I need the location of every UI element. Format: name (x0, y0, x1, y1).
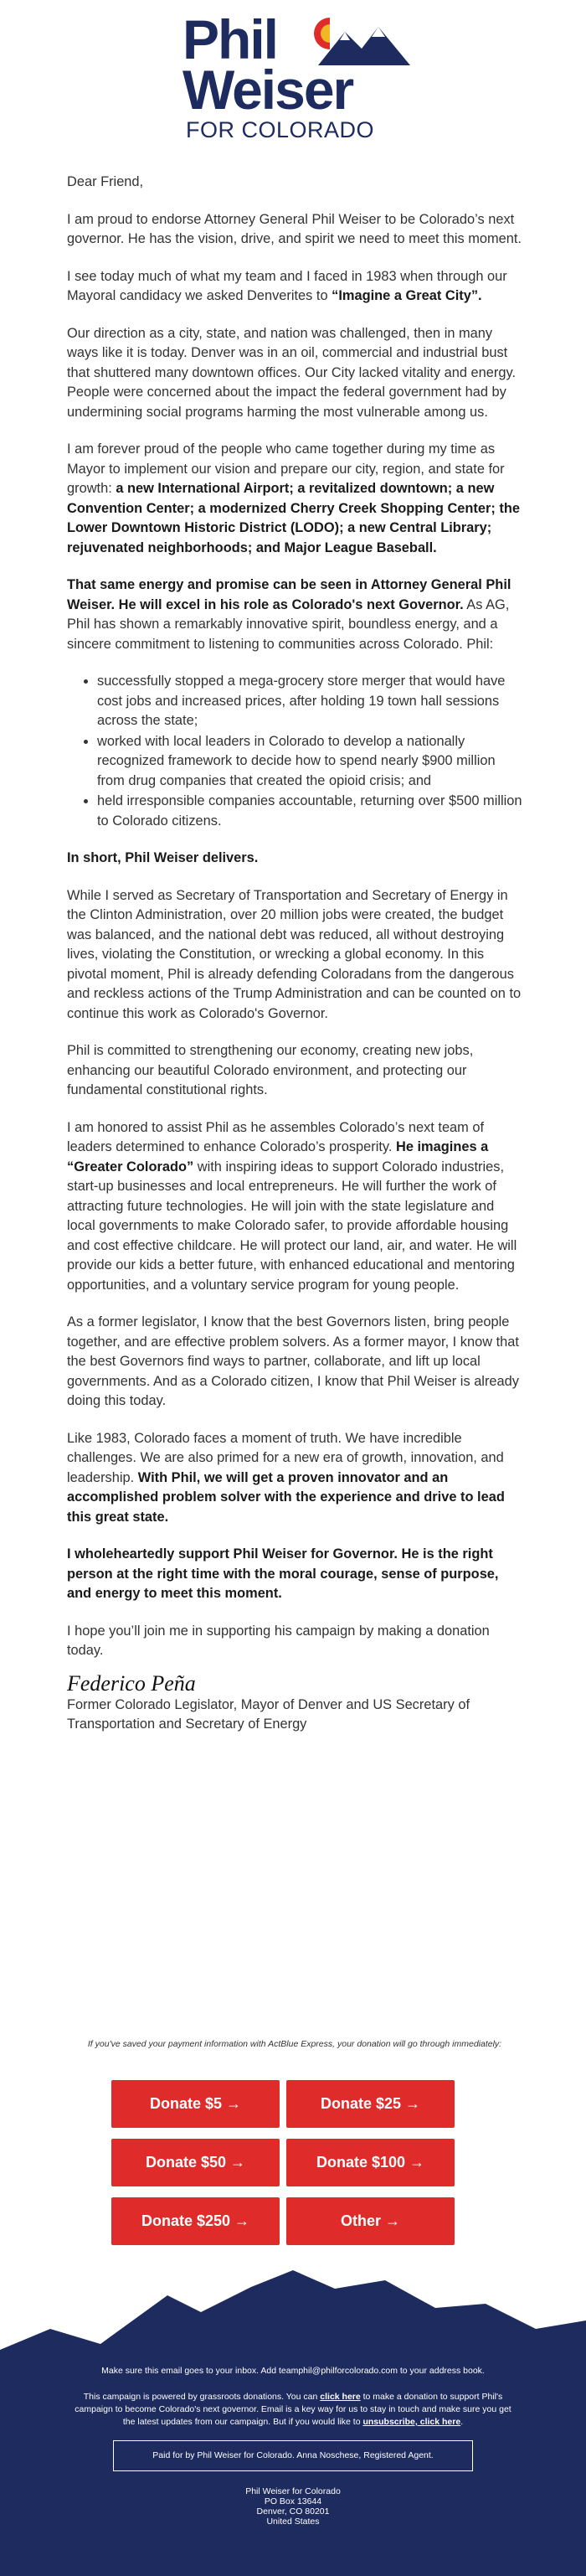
p12-bold: I wholeheartedly support Phil Weiser for Governor. He is the right person at the right time with the moral courage, sense of purpose, and energy to meet this moment. (67, 1546, 499, 1601)
p9-text1: I am honored to assist Phil as he assembles Colorado’s next team of leaders determined to enhance Colorado’s prosperity. (67, 1119, 485, 1154)
p5-text: As AG, Phil has shown a remarkably innovative spirit, boundless energy, and a sincere commitment to listening to communities across Colorado. Phil: (67, 596, 510, 652)
donate-100-button[interactable]: Donate $100 → (286, 2139, 455, 2186)
inbox-note: Make sure this email goes to your inbox. Add teamphil@philforcolorado.com to your address book. (101, 2366, 485, 2376)
p11-text: Like 1983, Colorado faces a moment of truth. We have incredible challenges. We are also primed for a new era of growth, innovation, and leadership. (67, 1430, 504, 1485)
p6-bold: In short, Phil Weiser delivers. (67, 850, 259, 865)
paragraph-clinton: While I served as Secretary of Transportation and Secretary of Energy in the Clinton Administration, over 20 million jobs were created, the budget was balanced, and the national debt was reduced, all without destroying lives, violating the Constitution, or wrecking a global economy. In this pivotal moment, Phil is already defending Coloradans from the dangerous and reckless actions of the Trump Administration and can be counted on to continue this work as Colorado's Governor. (67, 887, 522, 1021)
paragraph-join: I hope you’ll join me in supporting his campaign by making a donation today. (67, 1623, 490, 1658)
footer (0, 2362, 586, 2576)
paragraph-legislator: As a former legislator, I know that the best Governors listen, bring people together, and are effective problem solvers. As a former mayor, I know that the best Governors find ways to partner, collaborate, and lift up local governments. And as a Colorado citizen, I know that Phil Weiser is already doing this today. (67, 1314, 519, 1408)
mountain-silhouette-icon (0, 2270, 586, 2371)
grassroots-text-3: . (460, 2417, 464, 2427)
address-line: Phil Weiser for Colorado (245, 2486, 341, 2496)
list-item: • worked with local leaders in Colorado to develop a nationally recognized framework to decide how to spend nearly $900 million from drug companies that created the opioid crisis; and (97, 732, 522, 792)
p11-bold: With Phil, we will get a proven innovator and an accomplished problem solver with the experience and drive to lead this great state. (67, 1469, 505, 1525)
address-line: PO Box 13644 (264, 2496, 322, 2506)
donate-link[interactable]: click here (320, 2392, 361, 2402)
accomplishments-list (97, 672, 522, 831)
grassroots-note (71, 2391, 515, 2429)
paragraph-greater-colorado (67, 1118, 522, 1296)
donate-other-button[interactable]: Other → (286, 2197, 455, 2245)
grassroots-text-2: to make a donation to support Phil's campaign to become Colorado's next governor. Email is a key way for us to stay in touch and make sure you get the latest updates from our campaign. But if you would like to (75, 2392, 511, 2427)
donate-5-button[interactable]: Donate $5 → (111, 2080, 280, 2128)
paragraph-endorse: I am proud to endorse Attorney General Phil Weiser to be Colorado’s next governor. He has the vision, drive, and spirit we need to meet this moment. (67, 211, 522, 246)
actblue-fineprint: If you've saved your payment information with ActBlue Express, your donation will go through immediately: (87, 2039, 502, 2049)
paid-for-disclaimer: Paid for by Phil Weiser for Colorado. Anna Noschese, Registered Agent. (113, 2440, 473, 2471)
paragraph-committed: Phil is committed to strengthening our economy, creating new jobs, enhancing our beautiful Colorado environment, and protecting our fundamental constitutional rights. (67, 1043, 474, 1097)
logo-for-colorado: FOR COLORADO (186, 117, 375, 142)
signature-title: Former Colorado Legislator, Mayor of Denver and US Secretary of Transportation and Secretary of Energy (67, 1696, 470, 1732)
donate-50-button[interactable]: Donate $50 → (111, 2139, 280, 2186)
paragraph-proud (67, 440, 522, 558)
paragraph-moment-of-truth (67, 1429, 522, 1528)
mailing-address (0, 2486, 586, 2527)
paragraph-1983 (67, 267, 522, 307)
donate-250-button[interactable]: Donate $250 → (111, 2197, 280, 2245)
grassroots-text-1: This campaign is powered by grassroots donations. You can (83, 2392, 321, 2402)
paragraph-energy (67, 576, 522, 654)
signature: Federico Peña (67, 1670, 196, 1696)
p2-text: I see today much of what my team and I faced in 1983 when through our Mayoral candidacy we asked Denverites to (67, 268, 507, 303)
p4-text: I am forever proud of the people who came together during my time as Mayor to implement our vision and prepare our city, region, and state for growth: (67, 441, 505, 496)
logo-weiser: Weiser (182, 59, 353, 121)
p4-bold: a new International Airport; a revitalized downtown; a new Convention Center; a modernized Cherry Creek Shopping Center; the Lower Downtown Historic District (LODO); a new Central Library; rejuvenated neighborhoods; and Major League Baseball. (67, 481, 520, 555)
list-item: • successfully stopped a mega-grocery store merger that would have cost jobs and increased prices, after holding 19 town hall sessions across the state; (97, 672, 522, 731)
greeting: Dear Friend, (67, 174, 144, 189)
list-item: • held irresponsible companies accountable, returning over $500 million to Colorado citizens. (97, 792, 522, 831)
address-line: Denver, CO 80201 (256, 2506, 330, 2517)
p5-bold: That same energy and promise can be seen in Attorney General Phil Weiser. He will excel in his role as Colorado's next Governor. (67, 577, 511, 612)
p9-bold: He imagines a “Greater Colorado” (67, 1139, 489, 1174)
paragraph-delivers (67, 849, 522, 869)
letter-body (67, 173, 522, 1747)
paragraph-support (67, 1545, 522, 1604)
p9-text2: with inspiring ideas to support Colorado industries, start-up businesses and local entrepreneurs. He will further the work of attracting future technologies. He will join with the state legislature and local governments to make Colorado safer, to provide affordable housing and cost effective childcare. He will protect our land, air, and water. He will provide our kids a better future, with enhanced educational and mentoring opportunities, and a voluntary service program for young people. (67, 1159, 517, 1293)
donate-25-button[interactable]: Donate $25 → (286, 2080, 455, 2128)
p2-bold: “Imagine a Great City”. (332, 288, 482, 303)
campaign-logo (0, 10, 586, 144)
address-line: United States (266, 2517, 320, 2527)
paragraph-direction: Our direction as a city, state, and nation was challenged, then in many ways like it is today. Denver was in an oil, commercial and industrial bust that shuttered many downtown offices. Our City lacked vitality and energy. People were concerned about the impact the federal government had by undermining social programs harming the most vulnerable among us. (67, 325, 517, 420)
logo-phil: Phil (182, 8, 278, 70)
unsubscribe-link[interactable]: unsubscribe, click here (362, 2417, 461, 2427)
